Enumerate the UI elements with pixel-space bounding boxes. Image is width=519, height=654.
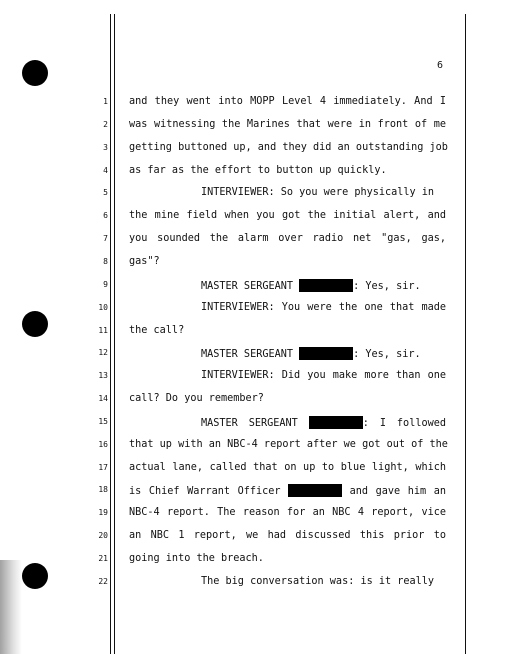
line-number: 10 — [98, 302, 108, 312]
line-text: getting buttoned up, and they did an outstanding job — [129, 141, 448, 153]
line-text: you sounded the alarm over radio net "gas, gas, — [129, 233, 446, 245]
line-number: 3 — [103, 142, 108, 152]
transcript-line — [201, 187, 446, 199]
transcript-line — [129, 233, 446, 245]
line-text: The big conversation was: is it really — [201, 575, 435, 587]
transcript-line — [129, 439, 446, 451]
line-number: 6 — [103, 211, 108, 221]
line-text: INTERVIEWER: You were the one that made — [201, 301, 446, 313]
transcript-line — [201, 370, 446, 382]
line-text: and gave him an — [342, 486, 446, 498]
line-text: actual lane, called that on up to blue light, which — [129, 461, 446, 473]
line-text: that up with an NBC-4 report after we got out of the — [129, 438, 448, 450]
line-number: 22 — [98, 576, 108, 586]
line-text: as far as the effort to button up quickly. — [129, 164, 387, 176]
line-text: MASTER SERGEANT — [201, 417, 309, 429]
transcript-line — [129, 165, 446, 177]
line-text: : Yes, sir. — [353, 280, 421, 292]
line-text: : I followed — [362, 417, 446, 429]
line-number: 20 — [98, 531, 108, 541]
line-number: 11 — [98, 325, 108, 335]
redaction-bar — [299, 347, 353, 360]
line-text: NBC-4 report. The reason for an NBC 4 report, vice — [129, 507, 446, 519]
line-text: an NBC 1 report, we had discussed this prior to — [129, 530, 446, 542]
line-text: is Chief Warrant Officer — [129, 486, 289, 498]
line-text: INTERVIEWER: So you were physically in — [201, 187, 435, 199]
line-number: 14 — [98, 394, 108, 404]
transcript-line — [129, 553, 446, 565]
line-number: 19 — [98, 508, 108, 518]
line-number: 18 — [98, 485, 108, 495]
line-number: 16 — [98, 439, 108, 449]
margin-rule — [114, 14, 115, 654]
redaction-bar — [309, 416, 363, 429]
transcript-line — [129, 530, 446, 542]
line-number: 15 — [98, 416, 108, 426]
line-text: call? Do you remember? — [129, 393, 264, 405]
transcript-line — [129, 210, 446, 222]
line-number: 13 — [98, 371, 108, 381]
redaction-bar — [299, 279, 353, 292]
line-text: was witnessing the Marines that were in front of me — [129, 118, 446, 130]
line-number: 9 — [103, 279, 108, 289]
line-number: 5 — [103, 188, 108, 198]
binder-hole — [22, 311, 48, 337]
line-number: 4 — [103, 165, 108, 175]
line-number: 17 — [98, 462, 108, 472]
margin-rule — [110, 14, 111, 654]
line-text: MASTER SERGEANT — [201, 349, 300, 361]
line-text: the call? — [129, 324, 185, 336]
transcript-line — [201, 347, 446, 361]
line-number: 12 — [98, 348, 108, 358]
line-text: INTERVIEWER: Did you make more than one — [201, 370, 446, 382]
transcript-line — [201, 302, 446, 314]
binder-hole — [22, 60, 48, 86]
margin-rule-right — [465, 14, 466, 654]
transcript-line — [129, 507, 446, 519]
line-text: the mine field when you got the initial alert, and — [129, 210, 446, 222]
transcript-line — [129, 325, 446, 337]
binder-hole — [22, 563, 48, 589]
scan-shadow — [0, 560, 22, 654]
line-number: 8 — [103, 256, 108, 266]
transcript-line — [129, 484, 446, 498]
page-number: 6 — [437, 60, 444, 71]
line-text: gas"? — [129, 255, 160, 267]
line-number: 7 — [103, 234, 108, 244]
line-number: 1 — [103, 97, 108, 106]
transcript-line — [129, 142, 446, 154]
line-text: MASTER SERGEANT — [201, 280, 300, 292]
transcript-line — [129, 256, 446, 268]
transcript-line — [201, 279, 446, 293]
redaction-bar — [288, 484, 342, 497]
transcript-line — [129, 393, 446, 405]
line-text: and they went into MOPP Level 4 immediately. And I — [129, 96, 446, 107]
transcript-line — [129, 119, 446, 131]
transcript-line — [129, 96, 446, 108]
transcript-line — [201, 576, 446, 588]
line-text: : Yes, sir. — [353, 349, 421, 361]
line-number: 21 — [98, 554, 108, 563]
transcript-line — [129, 462, 446, 474]
transcript-line — [201, 416, 446, 430]
line-text: going into the breach. — [129, 553, 264, 564]
line-number: 2 — [103, 119, 108, 129]
